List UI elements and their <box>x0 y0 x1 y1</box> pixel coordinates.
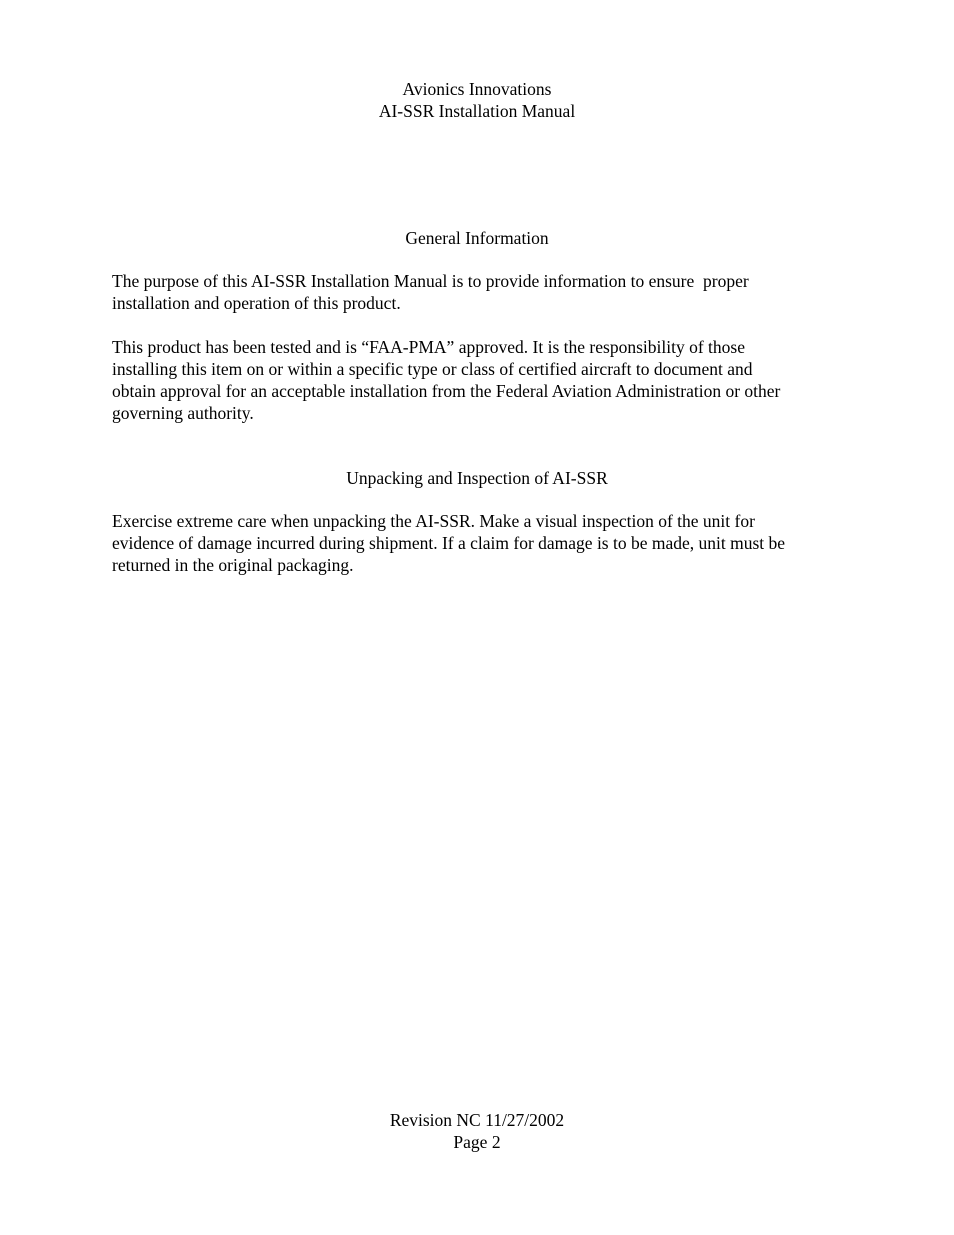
manual-title: AI-SSR Installation Manual <box>378 101 576 121</box>
page-number: Page 2 <box>453 1132 501 1152</box>
page-footer <box>0 1109 954 1153</box>
paragraph-line: returned in the original packaging. <box>112 555 354 575</box>
paragraph-line: installation and operation of this product. <box>112 293 401 313</box>
paragraph-line: governing authority. <box>112 403 254 423</box>
paragraph-line: installing this item on or within a specific type or class of certified aircraft to document and <box>112 359 753 379</box>
paragraph-line: obtain approval for an acceptable installation from the Federal Aviation Administration or other <box>112 381 781 401</box>
section-heading-general-information: General Information <box>405 228 549 248</box>
paragraph-approval <box>112 336 842 424</box>
paragraph-purpose <box>112 270 842 314</box>
paragraph-line: Exercise extreme care when unpacking the AI-SSR. Make a visual inspection of the unit for <box>112 511 755 531</box>
paragraph-unpacking <box>112 510 842 576</box>
page-header <box>0 78 954 122</box>
paragraph-line: This product has been tested and is “FAA-PMA” approved. It is the responsibility of those <box>112 337 745 357</box>
revision-info: Revision NC 11/27/2002 <box>389 1110 565 1130</box>
section-heading-unpacking: Unpacking and Inspection of AI-SSR <box>346 468 608 488</box>
company-name: Avionics Innovations <box>402 79 552 99</box>
paragraph-line: evidence of damage incurred during shipment. If a claim for damage is to be made, unit must be <box>112 533 786 553</box>
paragraph-line: The purpose of this AI-SSR Installation Manual is to provide information to ensure proper <box>112 271 749 291</box>
